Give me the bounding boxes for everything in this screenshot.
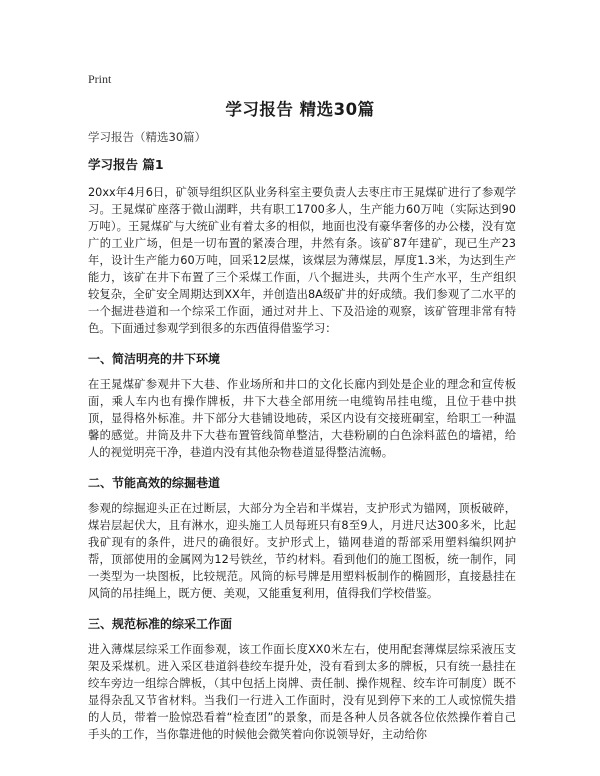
heading-workface: 三、规范标准的综采工作面 — [88, 617, 233, 631]
print-link[interactable]: Print — [88, 72, 112, 86]
intro-paragraph: 20xx年4月6日，矿领导组织区队业务科室主要负责人去枣庄市王晁煤矿进行了参观学习。王晁煤矿座落于微山湖畔，共有职工1700多人，生产能力60万吨（实际达到90万吨）。王晁煤矿与大统矿业有着太多的相似，地面也没有豪华奢侈的办公楼，没有宽广的工业广场，但是一切布置的紧凑合理，井然有条。该矿87年建矿，现已生产23年，设计生产能力60万吨，回采12层煤，该煤层为薄煤层，厚度1.3米，为达到生产能力，该矿在井下布置了三个采煤工作面，八个掘进头，共两个生产水平，生产组织较复杂，全矿安全周期达到XX年，并创造出8A级矿井的好成绩。我们参观了二水平的一个掘进巷道和一个综采工作面，通过对井上、下及沿途的观察，该矿管理非常有特色。下面通过参观学到很多的东西值得借鉴学习： — [88, 186, 516, 335]
section-heading: 学习报告 篇1 — [88, 157, 164, 172]
heading-roadway: 二、节能高效的综掘巷道 — [88, 476, 221, 490]
paragraph-environment: 在王晁煤矿参观井下大巷、作业场所和井口的文化长廊内到处是企业的理念和宣传板面，乘人车内也有操作牌板，井下大巷全部用统一电缆钩吊挂电缆，且位于巷中拱顶，显得格外标准。井下部分大巷铺设地砖，采区内设有交接班硐室，给职工一种温馨的感觉。井筒及井下大巷布置管线简单整洁，大巷粉刷的白色涂料蓝色的墙裙，给人的视觉明亮干净，巷道内没有其他杂物巷道显得整洁流畅。 — [88, 378, 516, 459]
page-title: 学习报告 精选30篇 — [225, 100, 375, 119]
heading-environment: 一、简洁明亮的井下环境 — [88, 352, 221, 366]
document-subtitle: 学习报告（精选30篇） — [88, 130, 207, 144]
document-body — [88, 129, 516, 743]
paragraph-workface: 进入薄煤层综采工作面参观，该工作面长度XX0米左右，使用配套薄煤层综采液压支架及采煤机。进入采区巷道斜巷绞车提升处，没有看到太多的牌板，只有统一悬挂在绞车旁边一组综合牌板，（其中包括上岗牌、责任制、操作规程、绞车许可制度）既不显得杂乱又节省材料。当我们一行进入工作面时，没有见到停下来的工人或惊慌失措的人员，带着一脸惊恐看着“检查团”的景象，而是各种人员各就各位依然操作着自己手头的工作，当你靠进他的时候他会微笑着向你说领导好，主动给你 — [88, 643, 516, 741]
paragraph-roadway: 参观的综掘迎头正在过断层，大部分为全岩和半煤岩，支护形式为锚网，顶板破碎，煤岩层起伏大，且有淋水，迎头施工人员每班只有8至9人，月进尺达300多米，比起我矿现有的条件，进尺的确很好。支护形式上，锚网巷道的帮部采用塑料编织网护帮，顶部使用的金属网为12号铁丝，节约材料。看到他们的施工图板，统一制作，同一类型为一块图板，比较规范。风筒的标号牌是用塑料板制作的椭圆形，直接悬挂在风筒的吊挂绳上，既方便、美观，又能重复利用，值得我们学校借鉴。 — [88, 502, 516, 600]
